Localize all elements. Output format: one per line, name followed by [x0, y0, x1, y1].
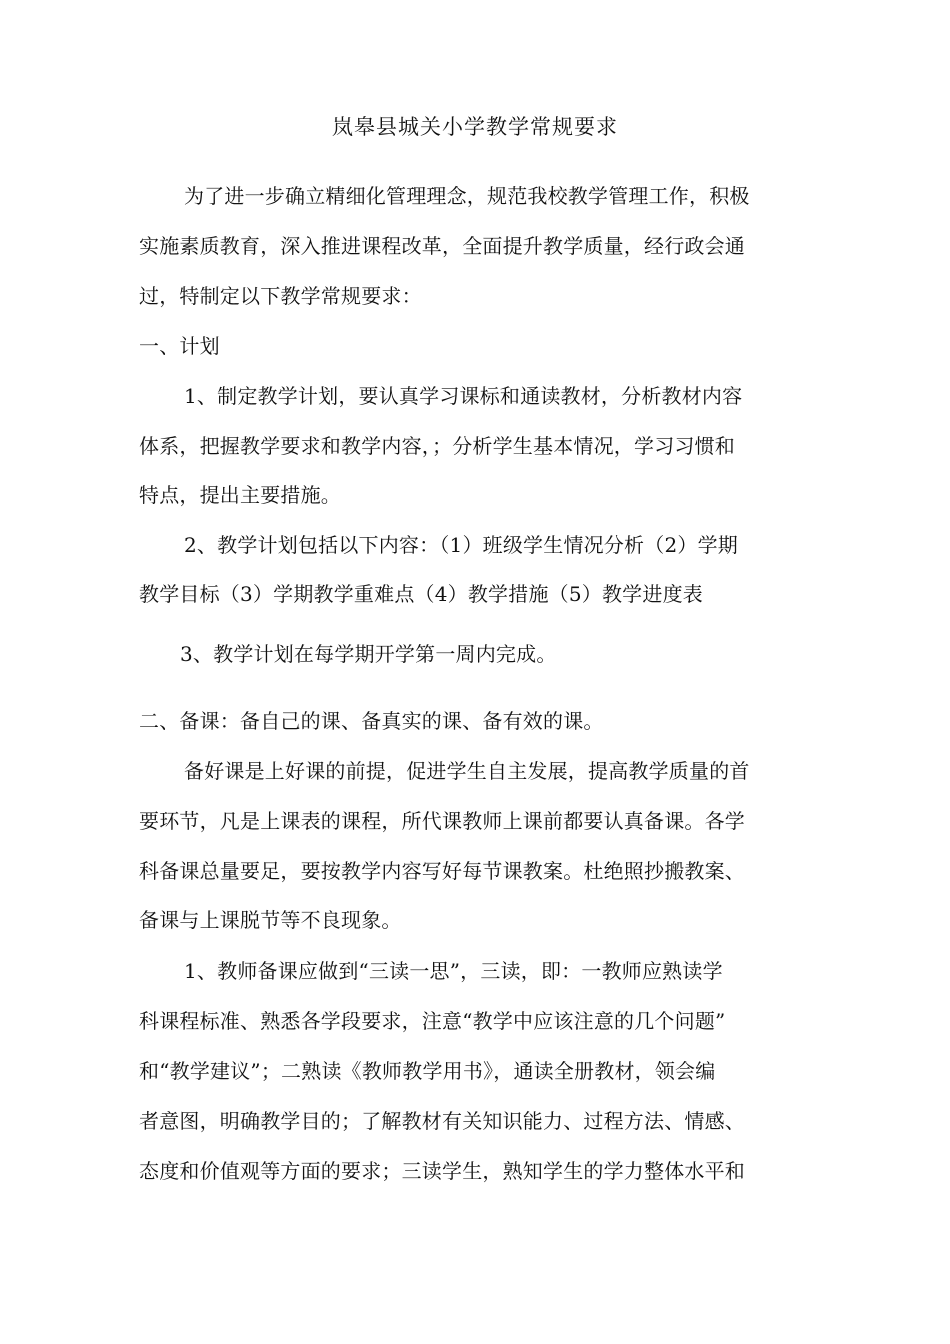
- paragraph-line: 科备课总量要足，要按教学内容写好每节课教案。杜绝照抄搬教案、: [139, 859, 745, 883]
- paragraph-line: 2、教学计划包括以下内容：（1）班级学生情况分析（2）学期: [184, 533, 738, 557]
- paragraph-line: 和“教学建议”；二熟读《教师教学用书》，通读全册教材，领会编: [139, 1059, 716, 1083]
- paragraph-line: 备课与上课脱节等不良现象。: [139, 908, 402, 932]
- paragraph-line: 态度和价值观等方面的要求；三读学生，熟知学生的学力整体水平和: [139, 1159, 745, 1183]
- paragraph-line: 为了进一步确立精细化管理理念，规范我校教学管理工作，积极: [184, 184, 750, 208]
- paragraph-line: 1、教师备课应做到“三读一思”，三读，即：一教师应熟读学: [184, 959, 723, 983]
- section-heading: 一、计划: [139, 334, 220, 358]
- paragraph-line: 过，特制定以下教学常规要求：: [139, 284, 422, 308]
- paragraph-line: 实施素质教育，深入推进课程改革，全面提升教学质量，经行政会通: [139, 234, 745, 258]
- paragraph-line: 体系，把握教学要求和教学内容，；分析学生基本情况，学习习惯和: [139, 434, 735, 458]
- section-heading: 二、备课：备自己的课、备真实的课、备有效的课。: [139, 709, 604, 733]
- paragraph-line: 要环节，凡是上课表的课程，所代课教师上课前都要认真备课。各学: [139, 809, 745, 833]
- paragraph-line: 教学目标（3）学期教学重难点（4）教学措施（5）教学进度表: [139, 582, 703, 606]
- paragraph-line: 科课程标准、熟悉各学段要求，注意“教学中应该注意的几个问题”: [139, 1009, 726, 1033]
- paragraph-line: 备好课是上好课的前提，促进学生自主发展，提高教学质量的首: [184, 759, 750, 783]
- document-title: 岚皋县城关小学教学常规要求: [332, 115, 618, 139]
- paragraph-line: 1、制定教学计划，要认真学习课标和通读教材，分析教材内容: [184, 384, 743, 408]
- paragraph-line: 者意图，明确教学目的；了解教材有关知识能力、过程方法、情感、: [139, 1109, 745, 1133]
- paragraph-line: 3、教学计划在每学期开学第一周内完成。: [180, 642, 557, 666]
- paragraph-line: 特点，提出主要措施。: [139, 483, 341, 507]
